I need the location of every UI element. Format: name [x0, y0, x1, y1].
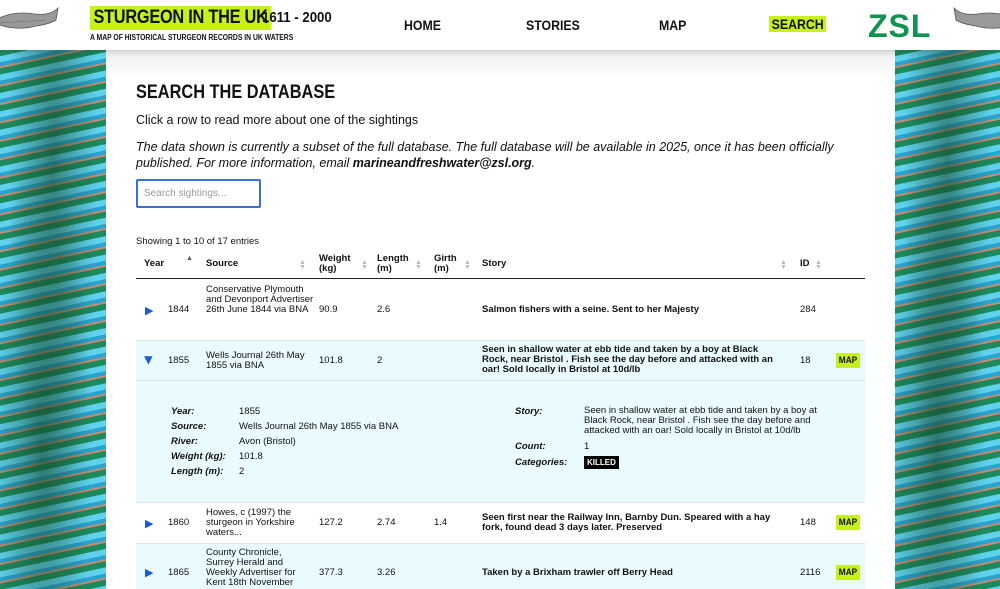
sightings-table: [136, 248, 865, 589]
main-panel: [106, 50, 895, 589]
contact-email[interactable]: marineandfreshwater@zsl.org: [352, 156, 532, 170]
expand-icon[interactable]: ▶: [145, 518, 154, 530]
sort-icon: ▲ ▼: [464, 259, 471, 271]
table-header: [136, 248, 865, 279]
sort-icon: ▲ ▼: [780, 259, 787, 271]
sort-icon: ▲ ▼: [299, 259, 306, 271]
collapse-icon[interactable]: ▶: [142, 356, 155, 365]
column-header-source[interactable]: Source: [206, 257, 239, 269]
expand-icon[interactable]: ▶: [145, 305, 154, 317]
nav-home[interactable]: HOME: [404, 17, 441, 33]
column-header-story[interactable]: Story: [482, 257, 507, 269]
table-row[interactable]: ▶ 1844 Conservative Plymouth and Devonport Advertiser 26th June 1844 via BNA 90.9 2.6 Salmon fishers with a seine. Sent to her Majesty 284: [136, 279, 865, 341]
nav-stories[interactable]: STORIES: [526, 17, 580, 33]
column-header-length[interactable]: Length (m): [377, 252, 409, 274]
sort-icon: ▲ ▼: [815, 259, 822, 271]
site-header: [0, 0, 1000, 50]
sort-icon: ▲ ▼: [361, 259, 368, 271]
page-intro: Click a row to read more about one of the sightings: [136, 113, 419, 127]
row-detail-panel: Year: 1855 Source: Wells Journal 26th May 1855 via BNA River: Avon (Bristol) Weight (kg): 101.8 Length (m): 2 Story: Seen in shallow water at ebb tide and taken by a boy at Black Rock, near Bristol . Fish see the day before and attacked with an oar! Sold locally in Bristol at 10d/lb Count: 1 Categories: KILLED: [136, 381, 865, 503]
table-row[interactable]: ▶ 1865 County Chronicle, Surrey Herald and Weekly Advertiser for Kent 18th November 377.3 3.26 Taken by a Brixham trawler off Berry Head 2116 MAP: [136, 544, 865, 589]
column-header-weight[interactable]: Weight (kg): [319, 252, 351, 274]
map-button[interactable]: MAP: [836, 353, 860, 368]
background-pattern-left: [0, 50, 106, 589]
background-pattern-right: [895, 50, 1000, 589]
column-header-girth[interactable]: Girth (m): [434, 252, 457, 274]
map-button[interactable]: MAP: [836, 515, 860, 530]
sort-icon: ▲ ▼: [415, 259, 422, 271]
page-title: SEARCH THE DATABASE: [136, 82, 336, 103]
map-button[interactable]: MAP: [836, 565, 860, 580]
column-header-year[interactable]: Year: [144, 257, 165, 269]
entries-info: Showing 1 to 10 of 17 entries: [136, 236, 260, 247]
brand-title: STURGEON IN THE UK: [90, 6, 271, 30]
database-notice: The data shown is currently a subset of the full database. The full database will be available in 2025, once it has been officially published. For more information, email marineandfreshwater@zsl.org.: [136, 140, 834, 170]
table-row[interactable]: ▶ 1860 Howes, c (1997) the sturgeon in Yorkshire waters... 127.2 2.74 1.4 Seen first near the Railway Inn, Barnby Dun. Speared with a hay fork, found dead 3 days later. Preserved 148 MAP: [136, 503, 865, 544]
zsl-logo[interactable]: ZSL: [868, 8, 932, 44]
nav-search[interactable]: SEARCH: [769, 16, 826, 32]
sort-asc-icon: ▲: [186, 255, 193, 262]
expand-icon[interactable]: ▶: [145, 567, 154, 579]
table-row-expanded[interactable]: ▶ 1855 Wells Journal 26th May 1855 via BNA 101.8 2 Seen in shallow water at ebb tide and taken by a boy at Black Rock, near Bristol . Fish see the day before and attacked with an oar! Sold locally in Bristol at 10d/lb 18 MAP: [136, 341, 865, 381]
sturgeon-icon: [952, 2, 1000, 38]
brand-years: 1611 - 2000: [262, 9, 332, 26]
brand-subtitle: A MAP OF HISTORICAL STURGEON RECORDS IN UK WATERS: [90, 33, 294, 42]
column-header-id[interactable]: ID: [800, 257, 810, 269]
sturgeon-icon: [0, 2, 60, 38]
category-badge: KILLED: [584, 456, 619, 469]
search-input[interactable]: [136, 179, 261, 208]
brand[interactable]: [90, 6, 332, 42]
nav-map[interactable]: MAP: [659, 17, 687, 33]
